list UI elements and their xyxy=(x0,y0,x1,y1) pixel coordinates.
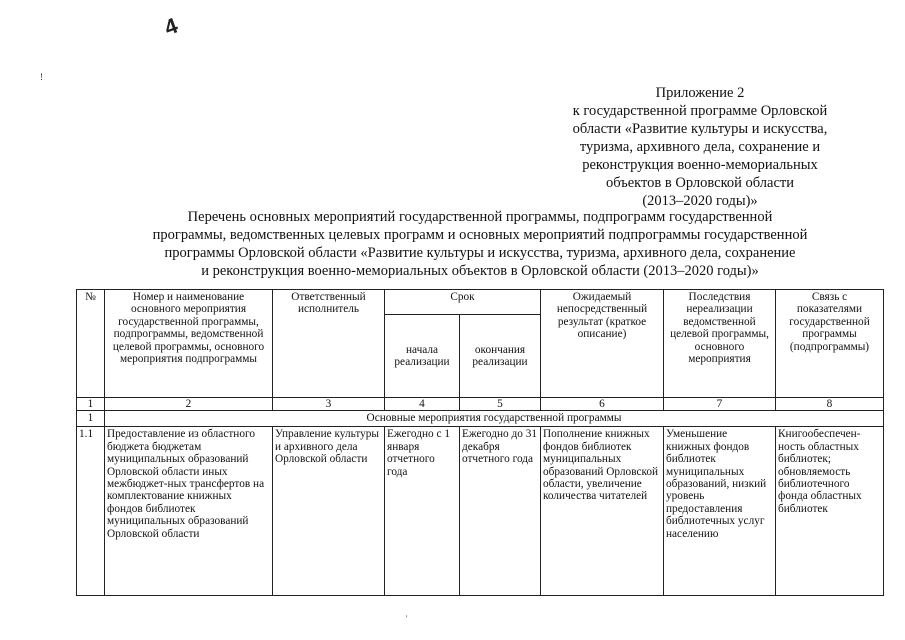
column-number: 2 xyxy=(105,398,273,411)
column-number: 7 xyxy=(664,398,776,411)
header-link: Связь с показателями государственной программы (подпрограммы) xyxy=(776,290,884,398)
column-number: 5 xyxy=(460,398,541,411)
header-consequences: Последствия нереализации ведомственной целевой программы, основного мероприятия xyxy=(664,290,776,398)
header-start: начала реализации xyxy=(385,315,460,398)
header-result: Ожидаемый непосредственный результат (краткое описание) xyxy=(541,290,664,398)
row-link: Книгообеспечен-ность областных библиотек; обновляемость библиотечного фонда областных библиотек xyxy=(776,427,884,596)
document-title xyxy=(100,208,860,280)
section-title: Основные мероприятия государственной программы xyxy=(105,411,884,427)
title-line: программы, ведомственных целевых программ и основных мероприятий подпрограммы государственной xyxy=(152,227,808,243)
column-number: 8 xyxy=(776,398,884,411)
title-line: Перечень основных мероприятий государственной программы, подпрограмм государственной xyxy=(187,209,773,225)
column-number: 4 xyxy=(385,398,460,411)
column-number-row xyxy=(77,398,884,411)
appendix-line: Приложение 2 xyxy=(655,85,745,101)
header-executor: Ответственный исполнитель xyxy=(273,290,385,398)
appendix-line: объектов в Орловской области xyxy=(605,175,795,191)
title-line: программы Орловской области «Развитие культуры и искусства, туризма, архивного дела, сохранение xyxy=(164,245,796,261)
header-no: № xyxy=(77,290,105,398)
header-name: Номер и наименование основного мероприятия государственной программы, подпрограммы, ведомственной целевой программы, основного мероприятия подпрограммы xyxy=(105,290,273,398)
section-number: 1 xyxy=(77,411,105,427)
scan-speck: ! xyxy=(40,72,43,82)
table-row xyxy=(77,427,884,596)
row-start: Ежегодно с 1 января отчетного года xyxy=(385,427,460,596)
handwritten-mark: 4 xyxy=(160,12,181,41)
appendix-block xyxy=(535,84,865,210)
appendix-line: реконструкция военно-мемориальных xyxy=(582,157,818,173)
column-number: 6 xyxy=(541,398,664,411)
row-consequences: Уменьшение книжных фондов библиотек муниципальных образований, низкий уровень предоставления библиотечных услуг населению xyxy=(664,427,776,596)
column-number: 1 xyxy=(77,398,105,411)
appendix-line: (2013–2020 годы)» xyxy=(642,193,758,209)
column-number: 3 xyxy=(273,398,385,411)
measures-table xyxy=(76,289,884,596)
row-end: Ежегодно до 31 декабря отчетного года xyxy=(460,427,541,596)
table-header-row xyxy=(77,290,884,315)
row-measure-name: Предоставление из областного бюджета бюджетам муниципальных образований Орловской области иных межбюджет-ных трансфертов на комплектование книжных фондов библиотек муниципальных образований Орловской области xyxy=(105,427,273,596)
title-line: и реконструкция военно-мемориальных объектов в Орловской области (2013–2020 годы)» xyxy=(201,263,759,279)
header-term: Срок xyxy=(385,290,541,315)
appendix-line: области «Развитие культуры и искусства, xyxy=(572,121,828,137)
row-number: 1.1 xyxy=(77,427,105,596)
appendix-line: туризма, архивного дела, сохранение и xyxy=(579,139,821,155)
appendix-line: к государственной программе Орловской xyxy=(572,103,828,119)
header-end: окончания реализации xyxy=(460,315,541,398)
section-row xyxy=(77,411,884,427)
row-result: Пополнение книжных фондов библиотек муниципальных образований Орловской области, увеличение количества читателей xyxy=(541,427,664,596)
row-executor: Управление культуры и архивного дела Орловской области xyxy=(273,427,385,596)
scan-speck: ' xyxy=(406,614,408,623)
